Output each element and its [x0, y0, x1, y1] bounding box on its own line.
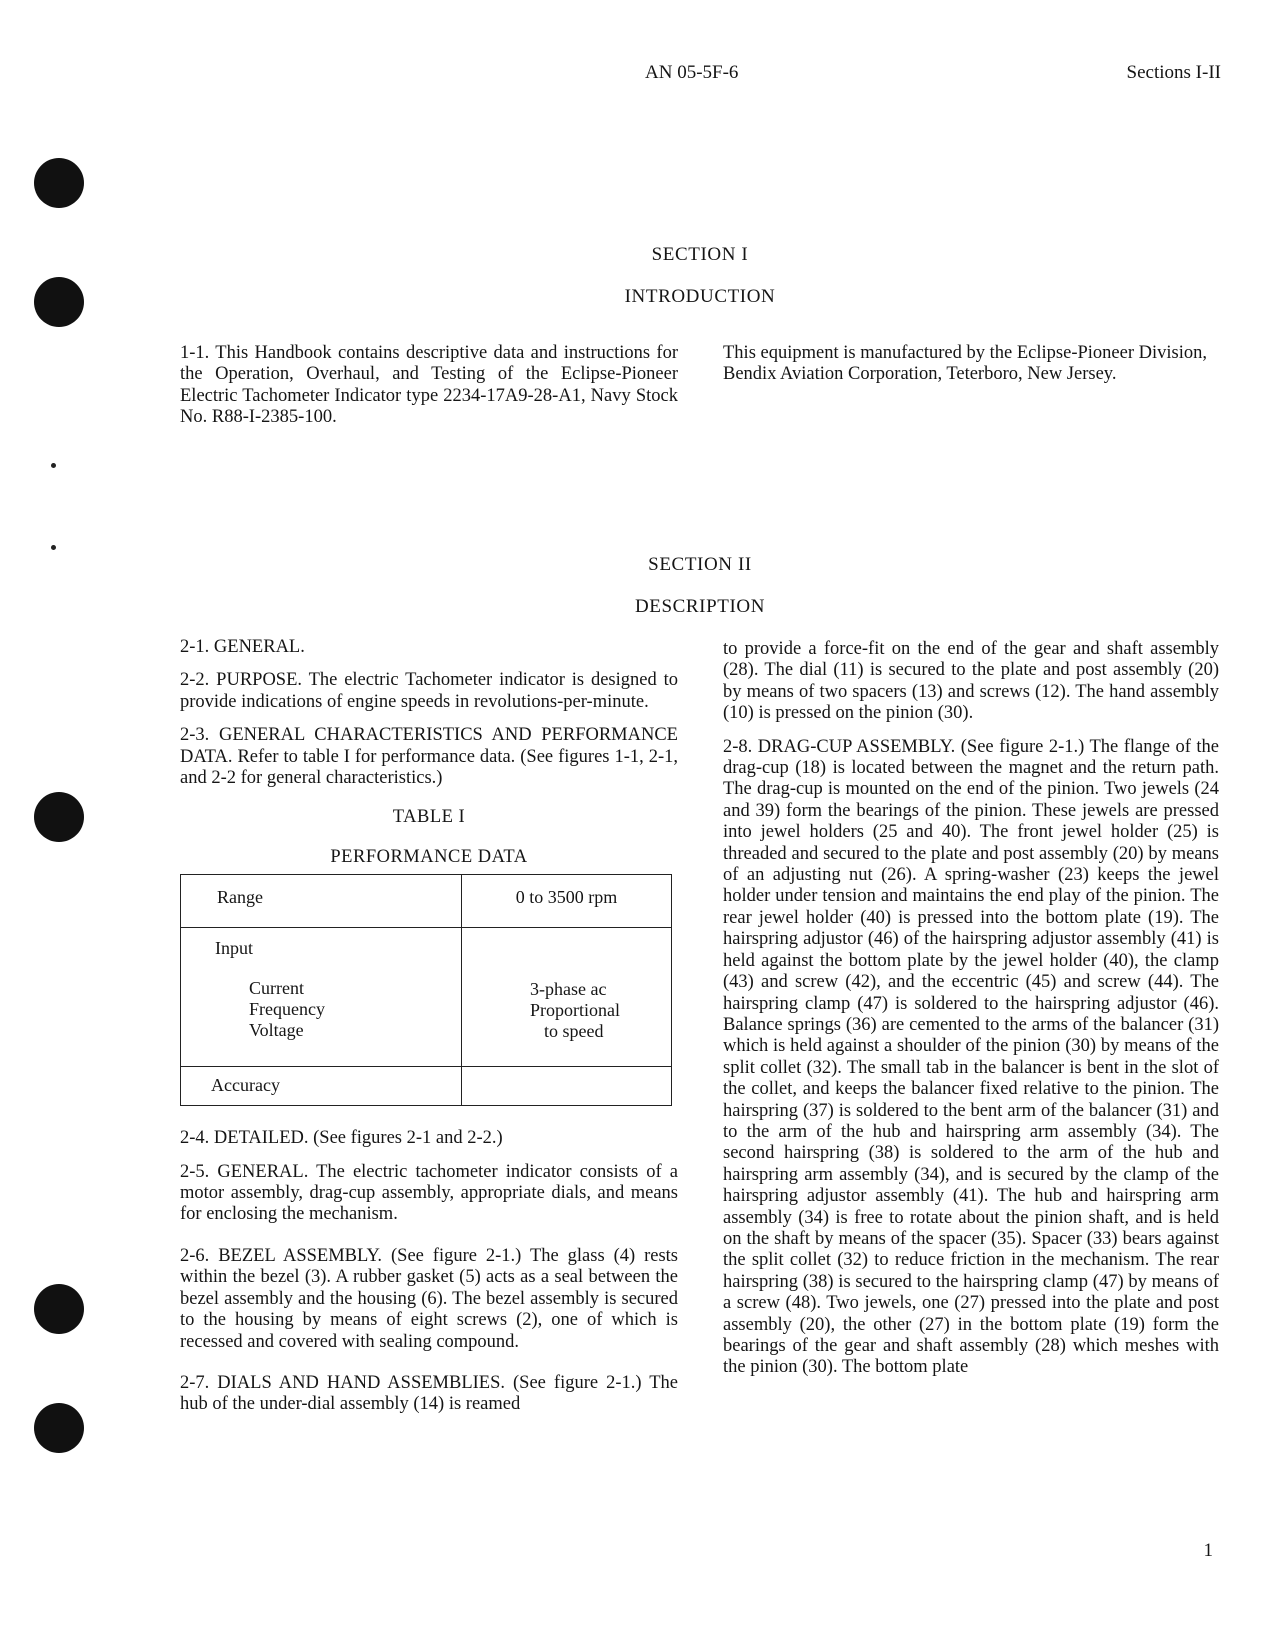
- table-row-input: [181, 928, 672, 1067]
- range-value: 0 to 3500 rpm: [462, 875, 672, 928]
- running-header-doc-number: AN 05-5F-6: [645, 62, 739, 83]
- current-label: Current: [249, 978, 304, 999]
- paragraph-1-1: 1-1. This Handbook contains descriptive data and instructions for the Operation, Overhaul, and Testing of the Eclipse-Pioneer Electric Tachometer Indicator type 2234-17A9-28-A1, Navy Stock No. R88-I-2385-100.: [180, 343, 678, 428]
- binder-dot-2: [51, 545, 56, 550]
- paragraph-2-5: 2-5. GENERAL. The electric tachometer indicator consists of a motor assembly, drag-cup assembly, appropriate dials, and means for enclosing the mechanism.: [180, 1161, 678, 1225]
- table-row-accuracy: [181, 1067, 672, 1106]
- binder-hole-4: [34, 1284, 84, 1334]
- section-1-subtitle: INTRODUCTION: [624, 286, 776, 307]
- binder-dot-1: [51, 463, 56, 468]
- section-2-left-column: [180, 637, 678, 1428]
- section-1-left-column: [180, 343, 678, 441]
- range-label: Range: [181, 875, 462, 928]
- voltage-label: Voltage: [249, 1020, 304, 1041]
- paragraph-2-7-continued: to provide a force-fit on the end of the gear and shaft assembly (28). The dial (11) is secured to the plate and post assembly (20) by means of two spacers (13) and screws (12). The hand assembly (10) is pressed on the pinion (30).: [723, 639, 1219, 724]
- input-label: Input: [215, 938, 253, 959]
- paragraph-2-6: 2-6. BEZEL ASSEMBLY. (See figure 2-1.) The glass (4) rests within the bezel (3). A rubber gasket (5) acts as a seal between the bezel assembly and the housing (6). The bezel assembly is secured to the housing by means of eight screws (2), one of which is recessed and covered with sealing compound.: [180, 1245, 678, 1352]
- frequency-label: Frequency: [249, 999, 325, 1020]
- paragraph-2-8: 2-8. DRAG-CUP ASSEMBLY. (See figure 2-1.) The flange of the drag-cup (18) is located between the magnet and the return path. The drag-cup is mounted on the end of the pinion. Two jewels (24 and 39) form the bearings of the pinion. These jewels are pressed into jewel holders (25 and 40). The front jewel holder (25) is threaded and secured to the plate and post assembly (20) by means of an adjusting nut (26). A spring-washer (23) keeps the jewel holder under tension and maintains the end play of the pinion. The rear jewel holder (40) is pressed into the bottom plate (19). The hairspring adjustor (46) of the hairspring adjustor assembly (41) is held against the bottom plate by the jewel holder (40), the clamp (43) and screw (42), and the eccentric (45) and screw (44). The hairspring clamp (47) is soldered to the hairspring adjustor (46). Balance springs (36) are cemented to the arms of the balancer (31) which is held against a shoulder of the pinion (30) by means of the split collet (32). The small tab in the balancer is bent in the slot of the collet, and keeps the balancer fixed relative to the pinion. The hairspring (37) is soldered to the bent arm of the balancer (31) and to the arm of the hub and hairspring arm assembly (34). The second hairspring (38) is soldered to the arm of the hub and hairspring arm assembly (34), and is secured by the clamp of the hairspring adjustor assembly (41). The hub and hairspring arm assembly (34) is free to rotate about the pinion shaft, and is held on the shaft by means of the spacer (35). Spacer (33) bears against the split collet (32) to reduce friction in the mechanism. The rear hairspring (38) is secured to the hairspring clamp (47) by means of a screw (48). Two jewels, one (27) pressed into the plate and post assembly (20), the other (27) in the bottom plate (19) form the bearings of the gear and shaft assembly (28) which meshes with the pinion (30). The bottom plate: [723, 736, 1219, 1378]
- voltage-value: to speed: [544, 1021, 604, 1042]
- paragraph-2-3: 2-3. GENERAL CHARACTERISTICS AND PERFORMANCE DATA. Refer to table I for performance data. (See figures 1-1, 2-1, and 2-2 for general characteristics.): [180, 725, 678, 789]
- paragraph-2-7: 2-7. DIALS AND HAND ASSEMBLIES. (See figure 2-1.) The hub of the under-dial assembly (14) is reamed: [180, 1372, 678, 1415]
- input-values-cell: [462, 928, 672, 1067]
- frequency-value: Proportional: [530, 1000, 620, 1021]
- table-label: TABLE I: [392, 807, 466, 828]
- binder-hole-5: [34, 1403, 84, 1453]
- section-2-title: SECTION II: [648, 554, 752, 575]
- accuracy-value: [462, 1067, 672, 1106]
- section-2-subtitle: DESCRIPTION: [634, 596, 766, 617]
- table-title: PERFORMANCE DATA: [330, 846, 528, 867]
- accuracy-label: Accuracy: [181, 1067, 462, 1106]
- section-2-right-column: [723, 639, 1219, 1391]
- section-1-right-column: [723, 343, 1219, 398]
- binder-hole-1: [34, 158, 84, 208]
- current-value: 3-phase ac: [530, 979, 607, 1000]
- paragraph-2-1: 2-1. GENERAL.: [180, 637, 305, 657]
- paragraph-1-1-manufacturer: This equipment is manufactured by the Eclipse-Pioneer Division, Bendix Aviation Corporation, Teterboro, New Jersey.: [723, 343, 1207, 385]
- page-number: 1: [1203, 1540, 1213, 1561]
- performance-data-table: [180, 874, 672, 1106]
- paragraph-2-2: 2-2. PURPOSE. The electric Tachometer indicator is designed to provide indications of engine speeds in revolutions-per-minute.: [180, 670, 678, 712]
- table-row-range: [181, 875, 672, 928]
- paragraph-2-4: 2-4. DETAILED. (See figures 2-1 and 2-2.): [180, 1128, 503, 1149]
- input-cell: [181, 928, 462, 1067]
- binder-hole-3: [34, 792, 84, 842]
- section-1-title: SECTION I: [651, 244, 749, 265]
- running-header-sections: Sections I-II: [1126, 62, 1221, 83]
